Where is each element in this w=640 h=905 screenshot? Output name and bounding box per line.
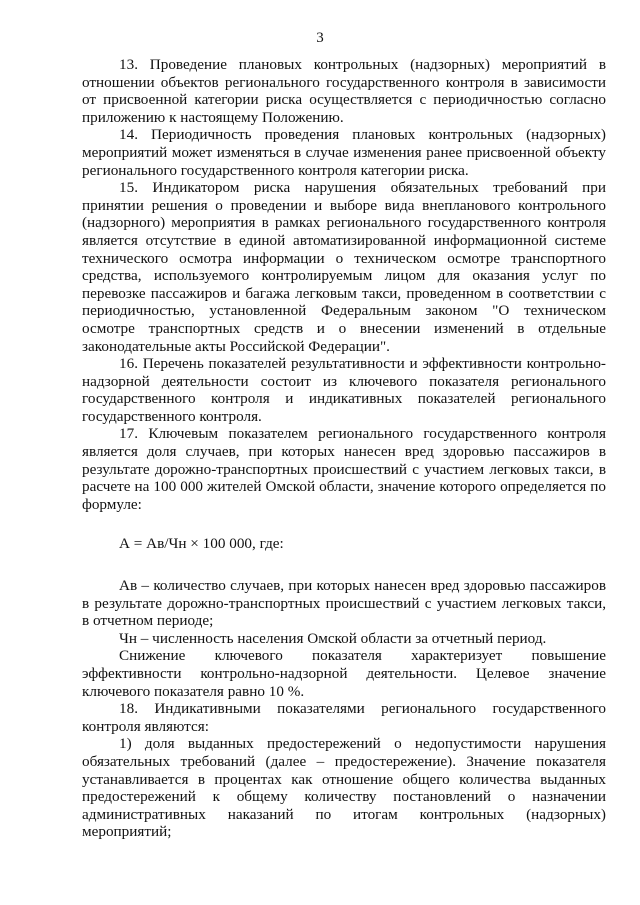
formula: А = Ав/Чн × 100 000, где:	[119, 535, 284, 553]
paragraph-16: 16. Перечень показателей результативности и эффективности контрольно-надзорной деятельности состоит из ключевого показателя регионального государственного контроля и индикативных показателей регионального государственного контроля.	[82, 355, 606, 425]
list-item-1: 1) доля выданных предостережений о недопустимости нарушения обязательных требований (далее – предостережение). Значение показателя устанавливается в процентах как отношение общего количества выданных предостережений к общему количеству постановлений о назначении административных наказаний по итогам контрольных (надзорных) мероприятий;	[82, 735, 606, 841]
paragraph-13: 13. Проведение плановых контрольных (надзорных) мероприятий в отношении объектов регионального государственного контроля в зависимости от присвоенной категории риска осуществляется с периодичностью согласно приложению к настоящему Положению.	[82, 56, 606, 126]
spacer	[82, 513, 606, 535]
paragraph-15: 15. Индикатором риска нарушения обязательных требований при принятии решения о проведении и выборе вида внепланового контрольного (надзорного) мероприятия в рамках регионального государственного контроля является отсутствие в единой автоматизированной информационной системе технического осмотра информации о техническом осмотре транспортного средства, используемого контролируемым лицом для оказания услуг по перевозке пассажиров и багажа легковым такси, проведенном в соответствии с периодичностью, установленной Федеральным законом "О техническом осмотре транспортных средств и о внесении изменений в отдельные законодательные акты Российской Федерации".	[82, 179, 606, 355]
spacer	[82, 553, 606, 577]
paragraph-decrease: Снижение ключевого показателя характеризует повышение эффективности контрольно-надзорной деятельности. Целевое значение ключевого показателя равно 10 %.	[82, 647, 606, 700]
definition-chn: Чн – численность населения Омской области за отчетный период.	[119, 629, 547, 647]
document-body	[82, 56, 606, 841]
paragraph-17: 17. Ключевым показателем регионального государственного контроля является доля случаев, при которых нанесен вред здоровью пассажиров в результате дорожно-транспортных происшествий с участием легковых такси, в расчете на 100 000 жителей Омской области, значение которого определяется по формуле:	[82, 425, 606, 513]
page-number: 3	[316, 30, 324, 46]
definition-av: Ав – количество случаев, при которых нанесен вред здоровью пассажиров в результате дорожно-транспортных происшествий с участием легковых такси, в отчетном периоде;	[82, 577, 606, 630]
paragraph-18: 18. Индикативными показателями регионального государственного контроля являются:	[82, 700, 606, 735]
paragraph-14: 14. Периодичность проведения плановых контрольных (надзорных) мероприятий может изменяться в случае изменения ранее присвоенной объекту регионального государственного контроля категории риска.	[82, 126, 606, 179]
